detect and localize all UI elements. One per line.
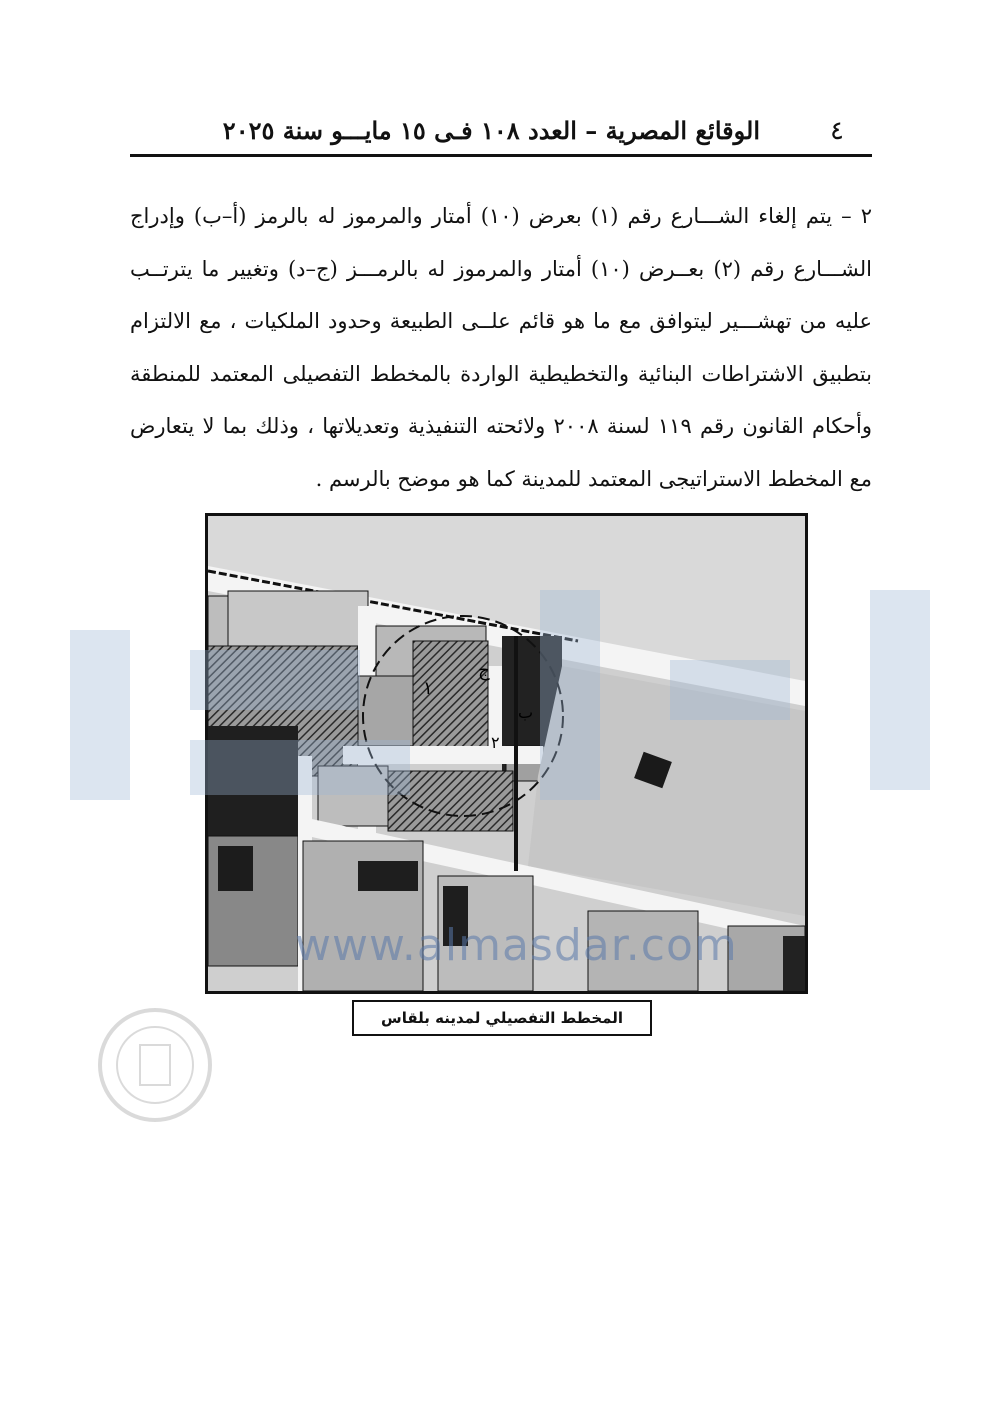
point-b-label: ب — [518, 703, 534, 722]
page-number: ٤ — [830, 116, 844, 146]
header-rule — [130, 154, 872, 157]
page-title: الوقائع المصرية – العدد ١٠٨ فـى ١٥ مايـــو سنة ٢٠٢٥ — [222, 116, 760, 145]
watermark-url: www.almasdar.com — [295, 920, 738, 971]
page-header — [130, 114, 872, 154]
map-caption: المخطط التفصيلي لمدينه بلقاس — [352, 1000, 652, 1036]
street-2-label: ٢ — [491, 733, 500, 752]
point-c-label: ج — [478, 660, 490, 681]
paragraph: ٢ – يتم إلغاء الشـــارع رقم (١) بعرض (١٠) أمتار والمرموز له بالرمز (أ–ب) وإدراج الشـــارع رقم (٢) بعــرض (١٠) أمتار والمرموز له بالرمـــز (ج–د) وتغيير ما يترتــب عليه من تهشـــير ليتوافق مع ما هو قائم علــى الطبيعة وحدود الملكيات ، مع الالتزام بتطبيق الاشتراطات البنائية والتخطيطية الواردة بالمخطط التفصيلى المعتمد للمنطقة وأحكام القانون رقم ١١٩ لسنة ٢٠٠٨ ولائحته التنفيذية وتعديلاتها ، وذلك بما لا يتعارض مع المخطط الاستراتيجى المعتمد للمدينة كما هو موضح بالرسم . — [130, 204, 872, 491]
body-text — [130, 190, 872, 505]
street-1-label: ١ — [423, 678, 433, 699]
ministry-seal — [95, 990, 215, 1140]
